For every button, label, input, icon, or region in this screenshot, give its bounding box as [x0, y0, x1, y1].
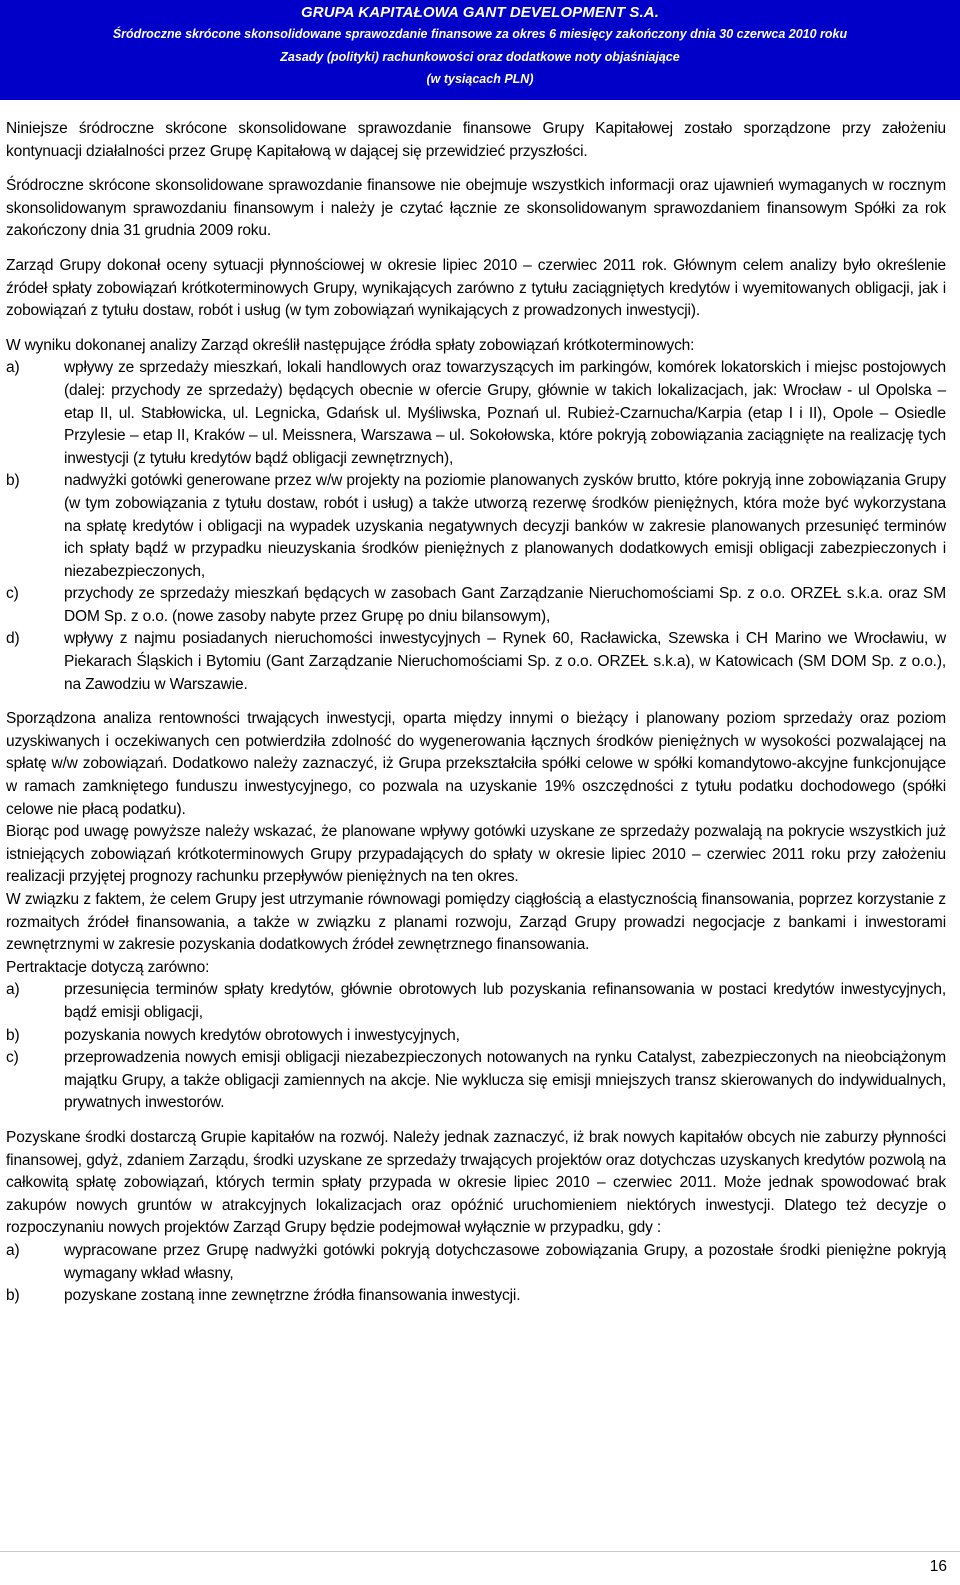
list-item [6, 979, 946, 1024]
paragraph-profitability-analysis: Sporządzona analiza rentowności trwających inwestycji, oparta między innymi o bieżący i planowany poziom sprzedaży oraz poziom uzyskiwanych i oczekiwanych cen potwierdziła zdolność do wygenerowania łącznych środków pieniężnych w wysokości pozwalającej na spłatę w/w zobowiązań. Dodatkowo należy zaznaczyć, iż Grupa przekształciła spółki celowe w spółki komandytowo-akcyjne funkcjonujące w ramach zamkniętego funduszu inwestycyjnego, co pozwala na uzyskanie 19% oszczędności z tytułu podatku dochodowego (spółki celowe nie płacą podatku). [6, 710, 946, 818]
list-item [6, 583, 946, 628]
list-marker: a) [6, 981, 20, 999]
list-marker: c) [6, 585, 19, 603]
footer-divider [0, 1551, 960, 1552]
list-item-text: pozyskane zostaną inne zewnętrzne źródła finansowania inwestycji. [64, 1287, 521, 1305]
paragraph-financing-negotiations: W związku z faktem, że celem Grupy jest utrzymanie równowagi pomiędzy ciągłością a elastycznością finansowania, poprzez korzystanie z rozmaitych źródeł finansowania, a także w związku z planami rozwoju, Zarząd Grupy prowadzi negocjacje z bankami i inwestorami zewnętrznymi w zakresie pozyskania dodatkowych źródeł zewnętrznego finansowania. [6, 891, 946, 954]
list-item-text: przychody ze sprzedaży mieszkań będących w zasobach Gant Zarządzanie Nieruchomościami Sp. z o.o. ORZEŁ s.k.a. oraz SM DOM Sp. z o.o. (nowe zasoby nabyte przez Grupę po dniu bilansowym), [64, 585, 946, 625]
list-item [6, 628, 946, 696]
list-item [6, 357, 946, 470]
paragraph-negotiations-intro: Pertraktacje dotyczą zarówno: [6, 958, 210, 976]
list-item-text: wpływy z najmu posiadanych nieruchomości inwestycyjnych – Rynek 60, Racławicka, Szewska i CH Marino we Wrocławiu, w Piekarach Śląskich i Bytomiu (Gant Zarządzanie Nieruchomościami Sp. z o.o. ORZEŁ s.k.a), w Katowicach (SM DOM Sp. z o.o.), na Zawodziu w Warszawie. [64, 630, 946, 693]
page-number: 16 [929, 1558, 947, 1575]
list-item-text: wypracowane przez Grupę nadwyżki gotówki pokryją dotychczasowe zobowiązania Grupy, a pozostałe środki pieniężne pokryją wymagany wkład własny, [64, 1241, 946, 1282]
list-item-text: pozyskania nowych kredytów obrotowych i inwestycyjnych, [64, 1026, 460, 1044]
list-marker: b) [6, 1287, 20, 1305]
paragraph-repayment-sources-intro: W wyniku dokonanej analizy Zarząd określił następujące źródła spłaty zobowiązań krótkoterminowych: [6, 336, 695, 354]
document-header [0, 0, 960, 100]
currency-note: (w tysiącach PLN) [426, 72, 534, 86]
list-marker: b) [6, 1026, 20, 1044]
list-marker: b) [6, 472, 20, 490]
paragraph-liquidity-assessment: Zarząd Grupy dokonał oceny sytuacji płynnościowej w okresie lipiec 2010 – czerwiec 2011 rok. Głównym celem analizy było określenie źródeł spłaty zobowiązań krótkoterminowych Grupy, wynikających zarówno z tytułu zaciągniętych kredytów i wyemitowanych obligacji, jak i zobowiązań z tytułu dostaw, robót i usług (w tym zobowiązań wynikających z prowadzonych inwestycji). [6, 256, 946, 320]
paragraph-going-concern: Niniejsze śródroczne skrócone skonsolidowane sprawozdanie finansowe Grupy Kapitałowej zostało sporządzone przy założeniu kontynuacji działalności przez Grupę Kapitałową w dającej się przewidzieć przyszłości. [6, 120, 946, 160]
list-marker: a) [6, 359, 20, 377]
list-item [6, 1047, 946, 1115]
paragraph-scope: Śródroczne skrócone skonsolidowane sprawozdanie finansowe nie obejmuje wszystkich informacji oraz ujawnień wymaganych w rocznym skonsolidowanym sprawozdaniu finansowym i należy je czytać łącznie ze skonsolidowanym sprawozdaniem finansowym Spółki za rok zakończony dnia 31 grudnia 2009 roku. [6, 177, 946, 240]
list-item-text: wpływy ze sprzedaży mieszkań, lokali handlowych oraz towarzyszących im parkingów, komórek lokatorskich i miejsc postojowych (dalej: przychody ze sprzedaży) będących obecnie w ofercie Grupy, głównie w takich lokalizacjach, jak: Wrocław - ul Opolska – etap II, ul. Stabłowicka, ul. Legnicka, Gdańsk ul. Myśliwska, Poznań ul. Rubież-Czarnucha/Karpia (etap I i II), Opole – Osiedle Przylesie – etap II, Kraków – ul. Meissnera, Warszawa – ul. Sokołowska, które pokryją zobowiązania zaciągnięte na realizację tych inwestycji (z tytułu kredytów bądź obligacji zewnętrznych), [64, 359, 946, 467]
list-item-text: przeprowadzenia nowych emisji obligacji niezabezpieczonych notowanych na rynku Catalyst, zabezpieczonych na nieobciążonym majątku Grupy, a także obligacji zamiennych na akcje. Nie wyklucza się emisji mniejszych transz skierowanych do indywidualnych, prywatnych inwestorów. [64, 1049, 946, 1112]
section-title: Zasady (polityki) rachunkowości oraz dodatkowe noty objaśniające [280, 50, 680, 64]
list-item [6, 470, 946, 583]
negotiations-list [6, 979, 946, 1115]
list-item [6, 1025, 946, 1048]
company-name: GRUPA KAPITAŁOWA GANT DEVELOPMENT S.A. [301, 4, 659, 21]
report-title: Śródroczne skrócone skonsolidowane sprawozdanie finansowe za okres 6 miesięcy zakończony dnia 30 czerwca 2010 roku [112, 27, 848, 41]
paragraph-cash-inflows: Biorąc pod uwagę powyższe należy wskazać, że planowane wpływy gotówki uzyskane ze sprzedaży pozwalają na pokrycie wszystkich już istniejących zobowiązań krótkoterminowych Grupy przypadających do spłaty w okresie lipiec 2010 – czerwiec 2011 roku przy założeniu realizacji przyjętej prognozy rachunku przepływów pieniężnych na ten okres. [6, 823, 946, 886]
document-body [6, 118, 946, 1320]
list-marker: d) [6, 630, 20, 648]
paragraph-capital-raised: Pozyskane środki dostarczą Grupie kapitałów na rozwój. Należy jednak zaznaczyć, iż brak nowych kapitałów obcych nie zaburzy płynności finansowej, gdyż, zdaniem Zarządu, środki uzyskane ze sprzedaży trwających projektów oraz dotychczas uzyskanych kredytów pozwolą na całkowitą spłatę zobowiązań, których termin spłaty przypada w okresie lipiec 2010 – czerwiec 2011. Może jednak spowodować brak zakupów nowych gruntów w atrakcyjnych lokalizacjach oraz opóźnić uruchomieniem niektórych inwestycji. Dlatego też decyzje o rozpoczynaniu nowych projektów Zarząd Grupy będzie podejmował wyłącznie w przypadku, gdy : [6, 1128, 946, 1237]
list-item-text: przesunięcia terminów spłaty kredytów, głównie obrotowych lub pozyskania refinansowania w postaci kredytów inwestycyjnych, bądź emisji obligacji, [64, 981, 946, 1021]
new-projects-conditions-list [6, 1240, 946, 1308]
list-item-text: nadwyżki gotówki generowane przez w/w projekty na poziomie planowanych zysków brutto, które pokryją inne zobowiązania Grupy (w tym zobowiązania z tytułu dostaw, robót i usług) a także utworzą rezerwę środków pieniężnych, która może być wykorzystana na spłatę kredytów i obligacji na wypadek uzyskania negatywnych decyzji banków w zakresie planowanych przesunięć terminów ich spłaty bądź w przypadku nieuzyskania środków pieniężnych z planowanych dodatkowych emisji obligacji zabezpieczonych i niezabezpieczonych, [64, 472, 946, 580]
repayment-sources-list [6, 357, 946, 696]
list-item [6, 1240, 946, 1285]
list-marker: c) [6, 1049, 19, 1067]
list-item [6, 1285, 946, 1308]
list-marker: a) [6, 1241, 20, 1259]
